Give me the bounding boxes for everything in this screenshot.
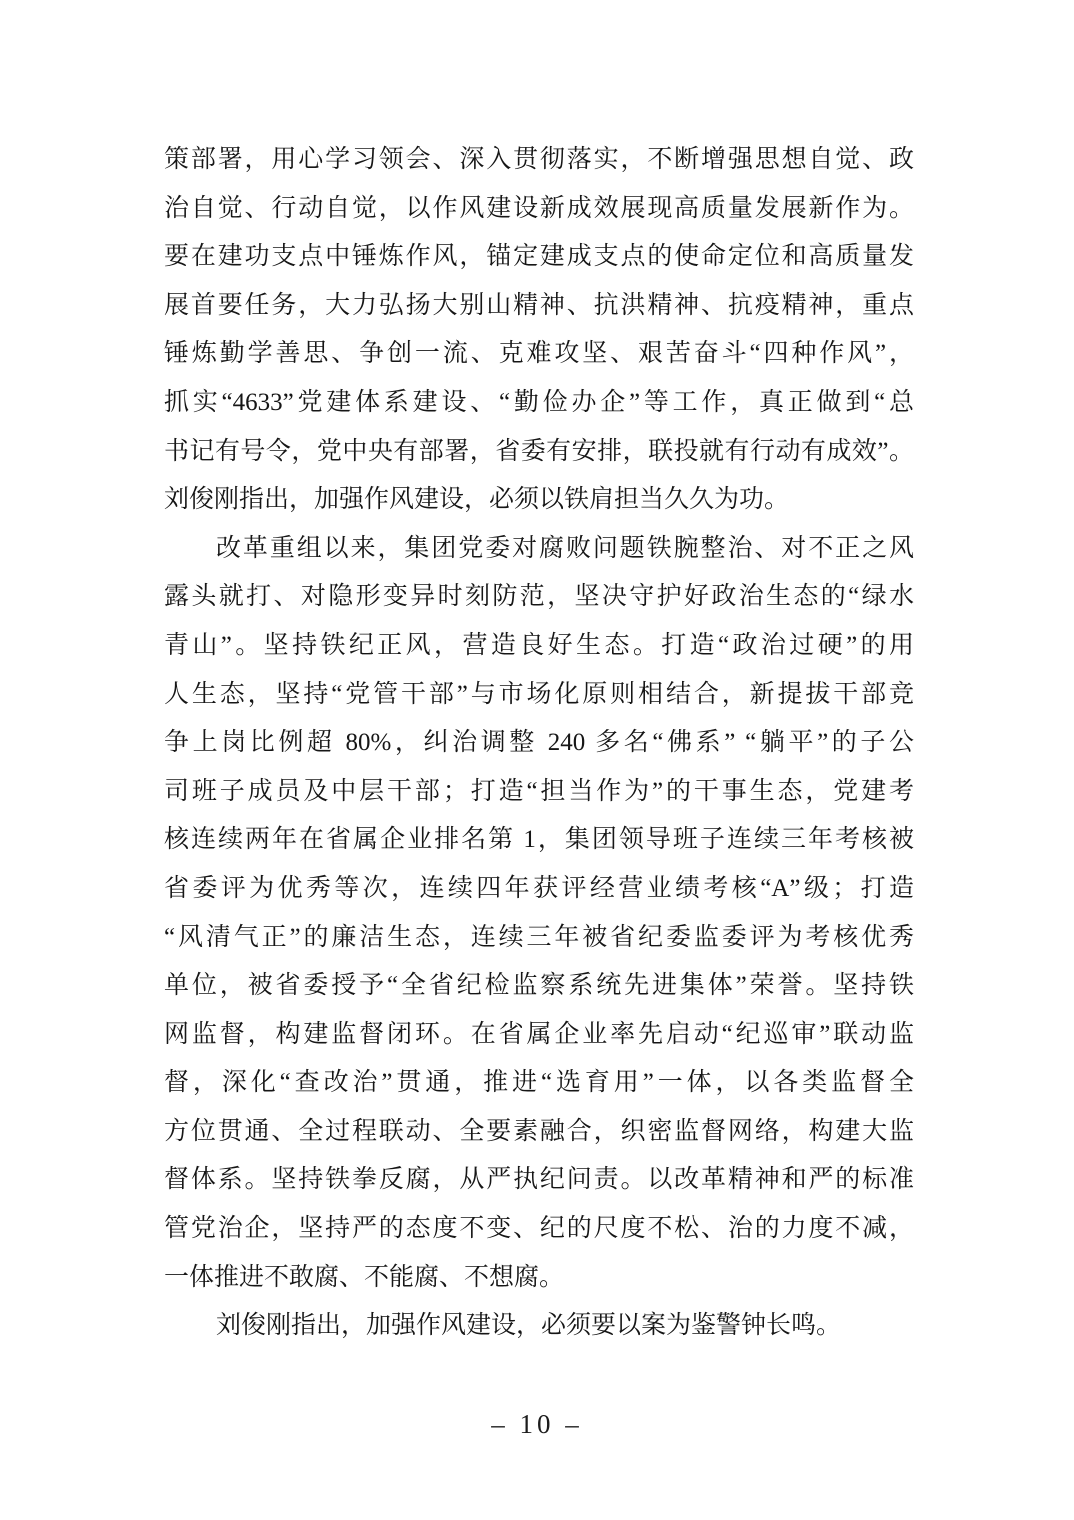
text-line: 书记有号令，党中央有部署，省委有安排，联投就有行动有成效”。 — [164, 437, 914, 465]
text-line: 改革重组以来，集团党委对腐败问题铁腕整治、对不正之风 — [216, 534, 914, 562]
text-line: 人生态，坚持“党管干部”与市场化原则相结合，新提拔干部竞 — [164, 680, 914, 708]
text-line: 要在建功支点中锤炼作风，锚定建成支点的使命定位和高质量发 — [164, 243, 914, 271]
text-line: 露头就打、对隐形变异时刻防范，坚决守护好政治生态的“绿水 — [164, 583, 914, 611]
text-line: 抓实“4633”党建体系建设、“勤俭办企”等工作，真正做到“总 — [164, 388, 914, 416]
text-line: 网监督，构建监督闭环。在省属企业率先启动“纪巡审”联动监 — [164, 1020, 914, 1048]
text-line: 展首要任务，大力弘扬大别山精神、抗洪精神、抗疫精神，重点 — [164, 291, 914, 319]
text-line: 策部署，用心学习领会、深入贯彻落实，不断增强思想自觉、政 — [164, 146, 914, 173]
text-line: 方位贯通、全过程联动、全要素融合，织密监督网络，构建大监 — [164, 1117, 914, 1145]
text-line: 督体系。坚持铁拳反腐，从严执纪问责。以改革精神和严的标准 — [164, 1166, 914, 1194]
text-line: 青山”。坚持铁纪正风，营造良好生态。打造“政治过硬”的用 — [164, 631, 914, 659]
text-line: 司班子成员及中层干部；打造“担当作为”的干事生态，党建考 — [164, 777, 914, 805]
text-line: 督，深化“查改治”贯通，推进“选育用”一体，以各类监督全 — [164, 1069, 914, 1097]
text-line: 治自觉、行动自觉，以作风建设新成效展现高质量发展新作为。 — [164, 194, 914, 222]
text-line: 刘俊刚指出，加强作风建设，必须要以案为鉴警钟长鸣。 — [216, 1312, 842, 1340]
text-line: 管党治企，坚持严的态度不变、纪的尺度不松、治的力度不减， — [164, 1215, 914, 1243]
text-line: “风清气正”的廉洁生态，连续三年被省纪委监委评为考核优秀 — [164, 923, 914, 951]
text-line: 锤炼勤学善思、争创一流、克难攻坚、艰苦奋斗“四种作风”， — [164, 340, 914, 368]
document-body — [164, 136, 914, 1351]
text-line: 核连续两年在省属企业排名第 1，集团领导班子连续三年考核被 — [164, 826, 914, 854]
text-line: 一体推进不敢腐、不能腐、不想腐。 — [164, 1263, 565, 1291]
text-line: 刘俊刚指出，加强作风建设，必须以铁肩担当久久为功。 — [164, 486, 790, 514]
text-line: 争上岗比例超 80%，纠治调整 240 多名“佛系” “躺平”的子公 — [164, 729, 914, 757]
page-number: – 10 – — [491, 1409, 583, 1439]
text-line: 单位，被省委授予“全省纪检监察系统先进集体”荣誉。坚持铁 — [164, 972, 914, 1000]
text-line: 省委评为优秀等次，连续四年获评经营业绩考核“A”级；打造 — [164, 874, 914, 902]
